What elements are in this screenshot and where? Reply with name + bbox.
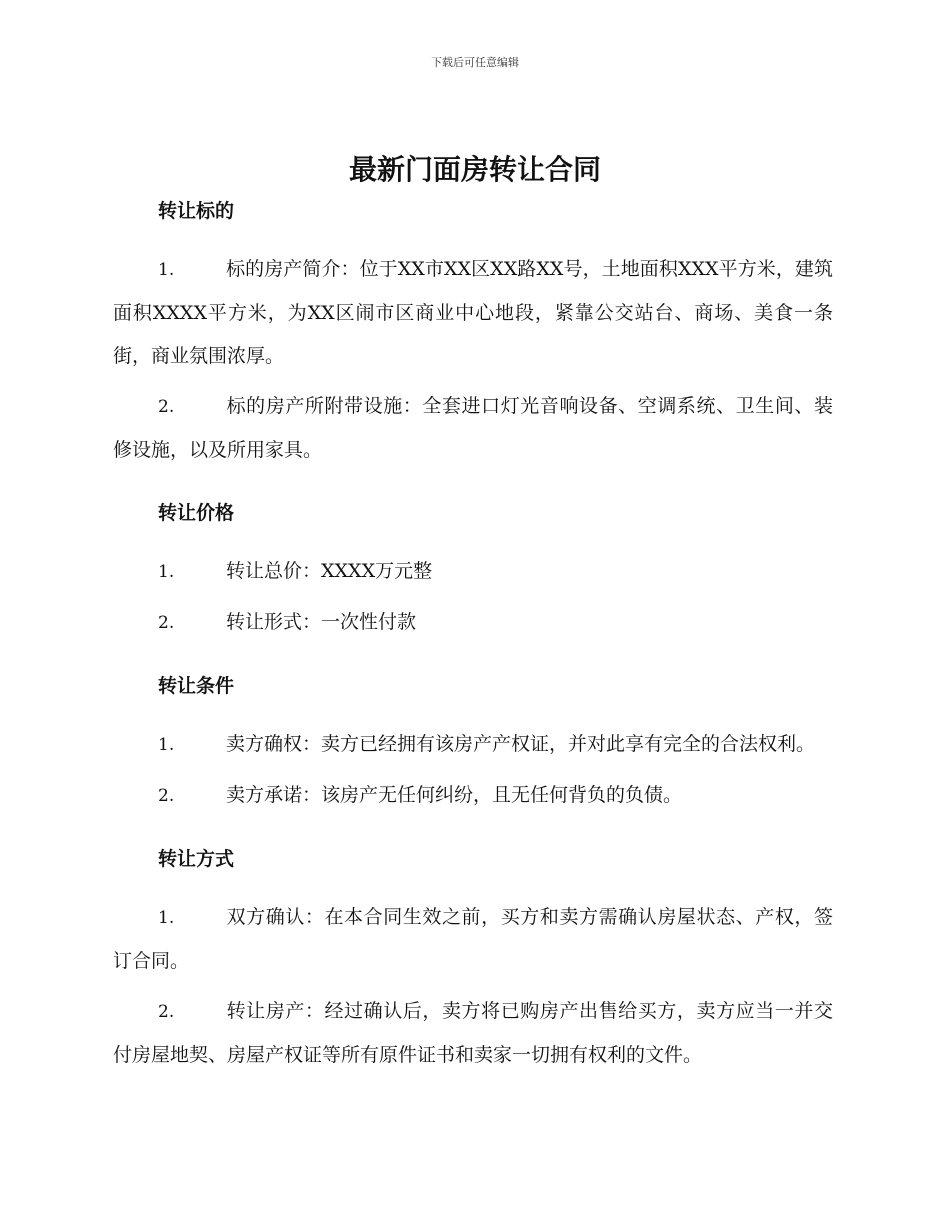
section-transfer-subject bbox=[113, 196, 833, 472]
item-text: 转让形式：一次性付款 bbox=[226, 611, 417, 633]
list-item bbox=[113, 550, 833, 594]
header-note: 下载后可任意编辑 bbox=[431, 56, 519, 69]
section-transfer-conditions bbox=[113, 671, 833, 818]
item-number: 2. bbox=[158, 786, 175, 806]
list-item bbox=[113, 723, 833, 767]
list-item bbox=[113, 896, 833, 983]
item-number: 2. bbox=[158, 1002, 175, 1022]
section-heading: 转让条件 bbox=[158, 675, 235, 697]
item-text: 卖方承诺：该房产无任何纠纷，且无任何背负的负债。 bbox=[226, 784, 683, 806]
item-text: 转让总价：XXXX万元整 bbox=[226, 560, 433, 582]
list-item bbox=[113, 385, 833, 472]
list-item bbox=[113, 774, 833, 818]
item-number: 1. bbox=[158, 562, 175, 582]
list-item bbox=[113, 601, 833, 645]
item-number: 1. bbox=[158, 260, 175, 280]
section-transfer-method bbox=[113, 844, 833, 1077]
document-title: 最新门面房转让合同 bbox=[348, 153, 601, 186]
section-heading: 转让价格 bbox=[158, 502, 235, 524]
section-heading: 转让标的 bbox=[158, 200, 235, 222]
item-number: 1. bbox=[158, 735, 175, 755]
item-text: 转让房产：经过确认后，卖方将已购房产出售给买方，卖方应当一并交付房屋地契、房屋产权证等所有原件证书和卖家一切拥有权利的文件。 bbox=[113, 1000, 833, 1066]
item-number: 1. bbox=[158, 908, 175, 928]
list-item bbox=[113, 248, 833, 378]
section-heading: 转让方式 bbox=[158, 848, 235, 870]
item-number: 2. bbox=[158, 397, 175, 417]
item-number: 2. bbox=[158, 613, 175, 633]
item-text: 标的房产所附带设施：全套进口灯光音响设备、空调系统、卫生间、装修设施，以及所用家具。 bbox=[113, 395, 833, 461]
item-text: 双方确认：在本合同生效之前，买方和卖方需确认房屋状态、产权，签订合同。 bbox=[113, 906, 833, 972]
document-body bbox=[113, 196, 833, 1077]
list-item bbox=[113, 990, 833, 1077]
item-text: 卖方确权：卖方已经拥有该房产产权证，并对此享有完全的合法权利。 bbox=[226, 733, 816, 755]
item-text: 标的房产简介：位于XX市XX区XX路XX号，土地面积XXX平方米，建筑面积XXXX平方米，为XX区闹市区商业中心地段，紧靠公交站台、商场、美食一条街，商业氛围浓厚。 bbox=[113, 258, 833, 367]
section-transfer-price bbox=[113, 498, 833, 645]
